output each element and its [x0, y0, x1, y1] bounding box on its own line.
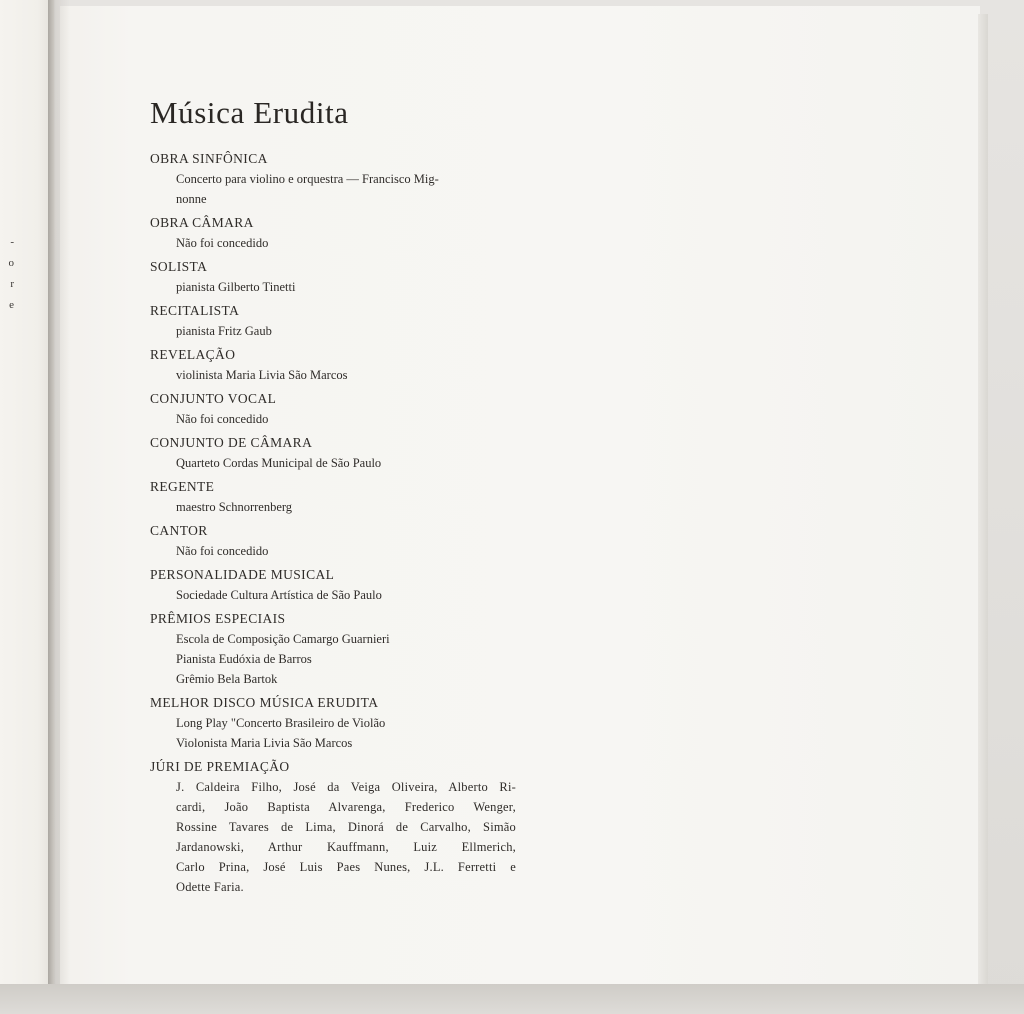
fragment: r [10, 278, 14, 290]
category-line: nonne [176, 192, 207, 206]
category-title: MELHOR DISCO MÚSICA ERUDITA [150, 695, 379, 710]
category-title: REGENTE [150, 479, 215, 494]
category-personalidade-musical [150, 565, 520, 605]
jury-line: Odette Faria. [176, 880, 244, 894]
category-title: CONJUNTO VOCAL [150, 391, 277, 406]
category-title: REVELAÇÃO [150, 347, 236, 362]
category-title: RECITALISTA [150, 303, 240, 318]
category-obra-sinfonica [150, 149, 520, 209]
jury-line: cardi, João Baptista Alvarenga, Frederico Wenger, [176, 800, 516, 814]
category-line: Pianista Eudóxia de Barros [176, 652, 312, 666]
category-conjunto-de-camara [150, 433, 520, 473]
category-regente [150, 477, 520, 517]
category-line: Não foi concedido [176, 412, 269, 426]
category-title: CANTOR [150, 523, 208, 538]
category-line: Não foi concedido [176, 544, 269, 558]
category-line: maestro Schnorrenberg [176, 500, 293, 514]
category-conjunto-vocal [150, 389, 520, 429]
category-line: pianista Fritz Gaub [176, 324, 272, 338]
category-title: CONJUNTO DE CÂMARA [150, 435, 313, 450]
category-title: SOLISTA [150, 259, 208, 274]
fragment: o [8, 257, 14, 269]
jury-line: Carlo Prina, José Luis Paes Nunes, J.L. Ferretti e [176, 860, 516, 874]
category-juri-de-premiacao [150, 757, 520, 897]
previous-page [0, 0, 54, 984]
category-cantor [150, 521, 520, 561]
page-content [150, 93, 520, 901]
fragment: - [10, 236, 14, 248]
jury-line: Rossine Tavares de Lima, Dinorá de Carvalho, Simão [176, 820, 516, 834]
category-title: PRÊMIOS ESPECIAIS [150, 611, 286, 626]
jury-line: J. Caldeira Filho, José da Veiga Oliveira, Alberto Ri- [176, 780, 516, 794]
category-title: JÚRI DE PREMIAÇÃO [150, 759, 290, 774]
category-line: violinista Maria Livia São Marcos [176, 368, 348, 382]
fragment: e [9, 299, 14, 311]
category-title: PERSONALIDADE MUSICAL [150, 567, 335, 582]
category-obra-camara [150, 213, 520, 253]
category-title: OBRA SINFÔNICA [150, 151, 268, 166]
page-title: Música Erudita [150, 95, 349, 130]
jury-list [150, 777, 516, 897]
category-recitalista [150, 301, 520, 341]
category-line: Quarteto Cordas Municipal de São Paulo [176, 456, 382, 470]
category-premios-especiais [150, 609, 520, 689]
book-gutter [48, 0, 70, 984]
category-line: Sociedade Cultura Artística de São Paulo [176, 588, 382, 602]
category-line: pianista Gilberto Tinetti [176, 280, 296, 294]
category-line: Long Play "Concerto Brasileiro de Violão [176, 716, 386, 730]
jury-line: Jardanowski, Arthur Kauffmann, Luiz Ellmerich, [176, 840, 516, 854]
category-melhor-disco [150, 693, 520, 753]
page-edge [978, 14, 988, 984]
category-line: Não foi concedido [176, 236, 269, 250]
previous-page-text-fragments [0, 232, 14, 316]
category-revelacao [150, 345, 520, 385]
category-line: Grêmio Bela Bartok [176, 672, 278, 686]
category-line: Violonista Maria Livia São Marcos [176, 736, 353, 750]
category-solista [150, 257, 520, 297]
bottom-shadow [0, 984, 1024, 1014]
category-title: OBRA CÂMARA [150, 215, 254, 230]
category-line: Escola de Composição Camargo Guarnieri [176, 632, 390, 646]
category-line: Concerto para violino e orquestra — Francisco Mig- [176, 172, 439, 186]
